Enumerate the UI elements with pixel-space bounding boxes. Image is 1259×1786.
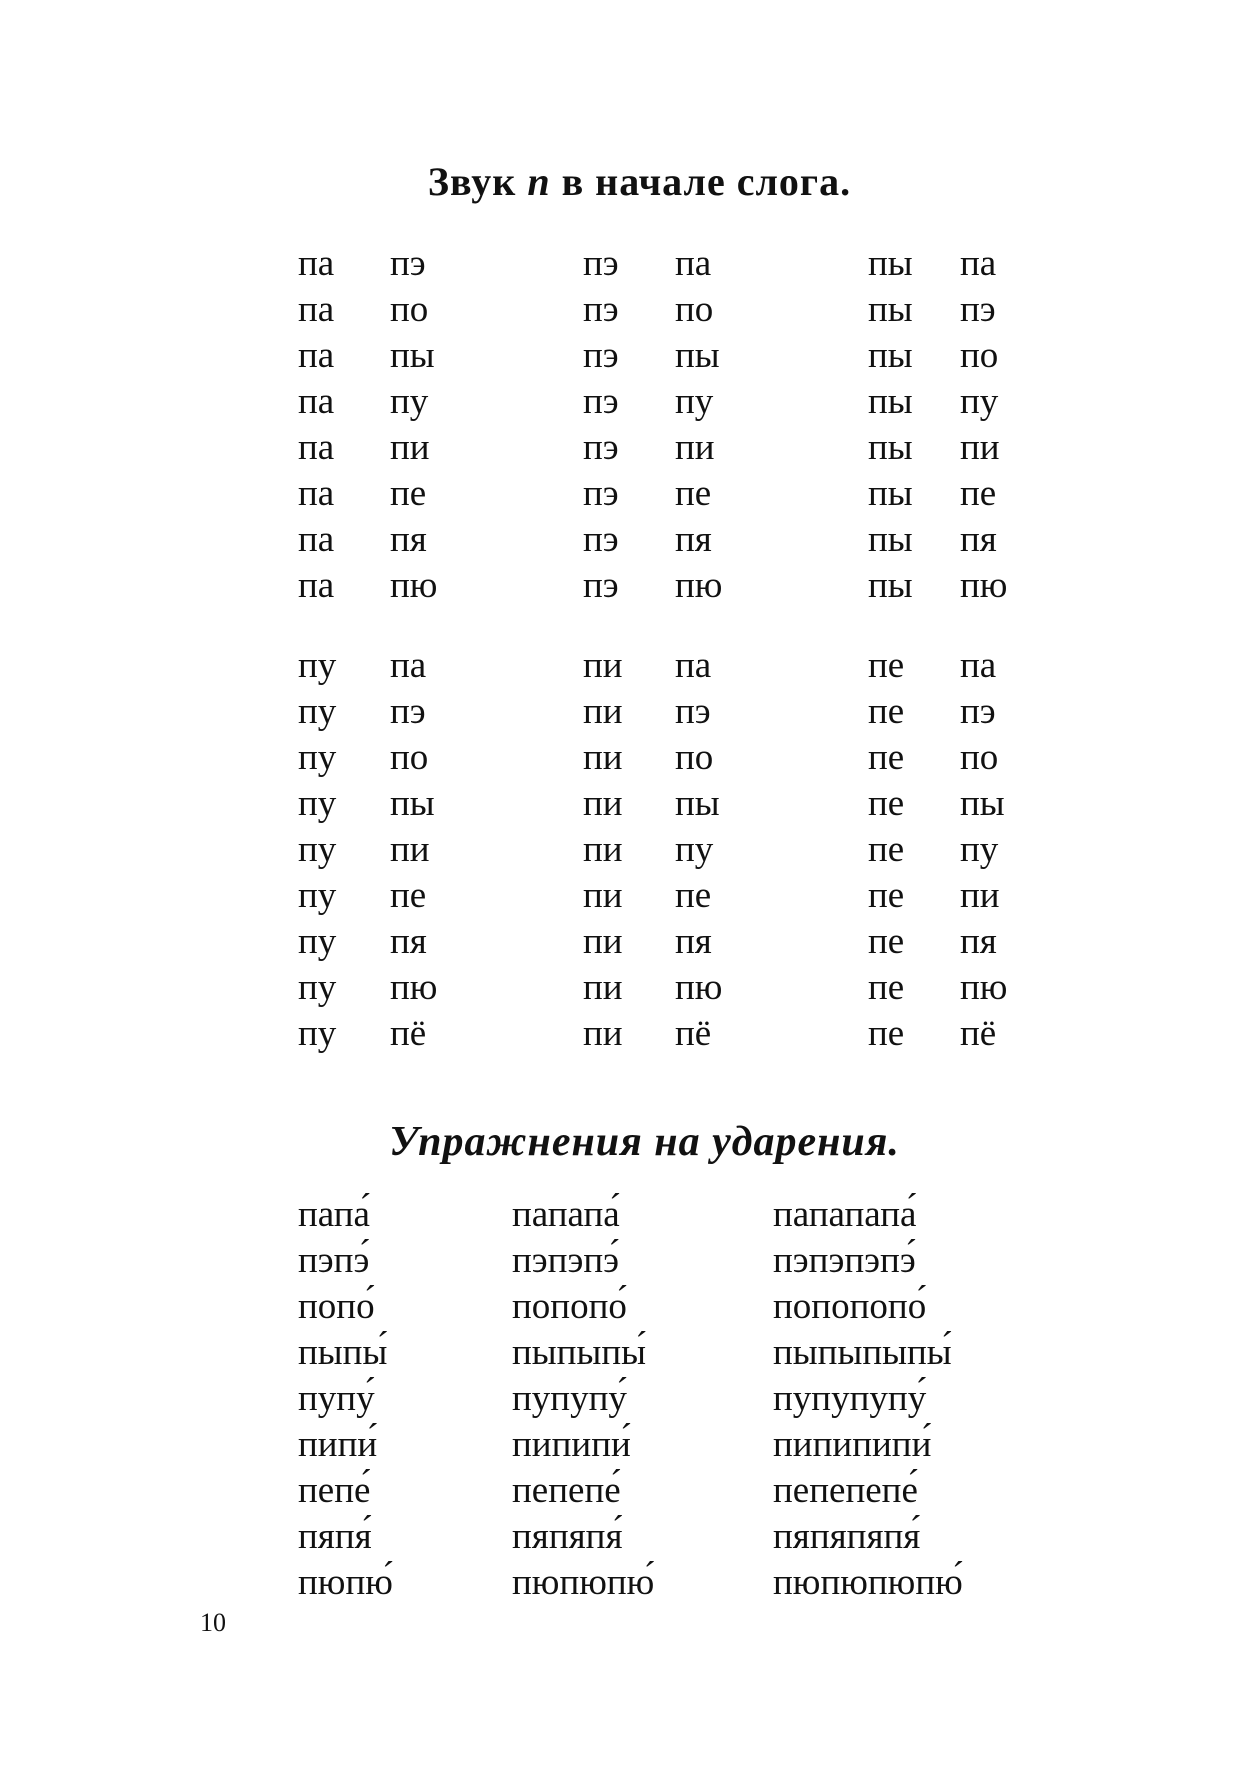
exercise-word: попо́: [298, 1286, 375, 1327]
syllable-pair: [298, 1011, 437, 1057]
syllable: пю: [960, 967, 1008, 1008]
syllable: па: [298, 289, 335, 330]
syllable-pair: [583, 287, 722, 333]
syllable-pair: [298, 689, 437, 735]
syllable-pair: [583, 643, 722, 689]
syllable-pair: [868, 827, 1007, 873]
syllable: пе: [868, 737, 905, 778]
syllable: пя: [390, 921, 427, 962]
syllable: па: [675, 645, 712, 686]
syllable-pair: [298, 919, 437, 965]
syllable-pair: [583, 781, 722, 827]
exercise-word: пупупу́: [512, 1378, 627, 1419]
syllable: пе: [868, 829, 905, 870]
syllable-column-2-1: [298, 643, 437, 1057]
syllable-pair: [583, 425, 722, 471]
syllable: пя: [960, 921, 997, 962]
syllable-column-2-3: [868, 643, 1007, 1057]
syllable: пя: [960, 519, 997, 560]
syllable-pair: [868, 425, 1007, 471]
syllable: па: [298, 473, 335, 514]
title-suffix: в начале слога.: [550, 159, 852, 204]
syllable: пу: [390, 381, 429, 422]
syllable-column-1-2: [583, 241, 722, 609]
syllable: пы: [868, 473, 913, 514]
title-prefix: Звук: [427, 159, 528, 204]
syllable: пю: [390, 565, 438, 606]
syllable-pair: [868, 873, 1007, 919]
syllable-pair: [583, 379, 722, 425]
syllable: пи: [960, 427, 1000, 468]
exercise-column-2: [512, 1192, 654, 1606]
syllable: па: [675, 243, 712, 284]
syllable: пы: [390, 335, 435, 376]
syllable: пя: [390, 519, 427, 560]
syllable: пэ: [583, 473, 619, 514]
syllable-pair: [298, 471, 437, 517]
syllable: па: [298, 381, 335, 422]
exercise-word: пепепепе́: [773, 1470, 918, 1511]
syllable: па: [298, 335, 335, 376]
syllable: па: [298, 427, 335, 468]
syllable: пи: [583, 921, 623, 962]
syllable: пу: [298, 829, 337, 870]
syllable: пы: [868, 519, 913, 560]
syllable: пу: [298, 1013, 337, 1054]
syllable: пе: [868, 783, 905, 824]
syllable: пу: [298, 645, 337, 686]
syllable: пе: [868, 691, 905, 732]
syllable-pair: [868, 379, 1007, 425]
syllable-pair: [868, 643, 1007, 689]
syllable: пу: [675, 381, 714, 422]
exercise-word: папапа́: [512, 1194, 620, 1235]
exercise-word: пэпэ́: [298, 1240, 370, 1281]
syllable-pair: [583, 563, 722, 609]
exercise-word: пепепе́: [512, 1470, 621, 1511]
syllable: пэ: [583, 381, 619, 422]
syllable: пэ: [960, 691, 996, 732]
syllable-pair: [868, 735, 1007, 781]
syllable: пы: [868, 427, 913, 468]
syllable: пэ: [583, 519, 619, 560]
syllable-pair: [583, 517, 722, 563]
syllable: пё: [675, 1013, 712, 1054]
syllable-pair: [868, 287, 1007, 333]
syllable: пи: [583, 829, 623, 870]
syllable-pair: [583, 471, 722, 517]
syllable: пе: [960, 473, 997, 514]
exercise-word: пыпы́: [298, 1332, 388, 1373]
section-title: [0, 158, 1259, 205]
syllable: по: [675, 737, 714, 778]
syllable: пы: [868, 381, 913, 422]
syllable-pair: [298, 873, 437, 919]
syllable: пи: [583, 1013, 623, 1054]
exercise-word: пипипи́: [512, 1424, 631, 1465]
syllable: пэ: [583, 335, 619, 376]
syllable: пу: [298, 875, 337, 916]
syllable: пы: [868, 289, 913, 330]
syllable: пу: [675, 829, 714, 870]
syllable: по: [390, 289, 429, 330]
title-letter: п: [527, 159, 551, 204]
syllable-pair: [583, 689, 722, 735]
syllable: пу: [298, 691, 337, 732]
syllable: по: [675, 289, 714, 330]
exercise-column-1: [298, 1192, 393, 1606]
syllable-pair: [298, 735, 437, 781]
syllable-pair: [868, 563, 1007, 609]
exercise-word: пяпяпя́: [512, 1516, 623, 1557]
syllable: пэ: [583, 289, 619, 330]
syllable: пю: [390, 967, 438, 1008]
exercise-word: пыпыпыпы́: [773, 1332, 952, 1373]
syllable-pair: [298, 241, 437, 287]
syllable: пю: [675, 565, 723, 606]
exercise-word: пэпэпэ́: [512, 1240, 620, 1281]
syllable: пы: [675, 335, 720, 376]
exercise-word: пупупупу́: [773, 1378, 927, 1419]
syllable-pair: [583, 919, 722, 965]
syllable: пи: [390, 829, 430, 870]
syllable: пу: [960, 829, 999, 870]
syllable: пя: [675, 921, 712, 962]
syllable: па: [298, 519, 335, 560]
syllable-pair: [298, 333, 437, 379]
syllable: пэ: [390, 691, 426, 732]
exercise-word: пюпюпюпю́: [773, 1562, 963, 1603]
syllable-column-1-1: [298, 241, 437, 609]
syllable: пу: [298, 783, 337, 824]
syllable: пы: [868, 565, 913, 606]
syllable: пэ: [583, 565, 619, 606]
syllable-pair: [298, 643, 437, 689]
syllable: пи: [390, 427, 430, 468]
syllable-pair: [298, 781, 437, 827]
syllable-pair: [298, 517, 437, 563]
exercise-word: пяпяпяпя́: [773, 1516, 921, 1557]
syllable: пу: [960, 381, 999, 422]
syllable: па: [298, 243, 335, 284]
syllable: пё: [960, 1013, 997, 1054]
syllable-pair: [583, 333, 722, 379]
syllable: пэ: [583, 243, 619, 284]
syllable: пе: [868, 875, 905, 916]
syllable: па: [960, 645, 997, 686]
exercise-word: пэпэпэпэ́: [773, 1240, 916, 1281]
syllable-pair: [583, 827, 722, 873]
syllable-pair: [868, 471, 1007, 517]
syllable-pair: [298, 287, 437, 333]
syllable-pair: [583, 965, 722, 1011]
syllable-pair: [298, 965, 437, 1011]
syllable-pair: [298, 379, 437, 425]
syllable: пе: [868, 645, 905, 686]
syllable: пы: [960, 783, 1005, 824]
syllable: пы: [390, 783, 435, 824]
syllable: па: [960, 243, 997, 284]
syllable: пе: [868, 1013, 905, 1054]
syllable: пу: [298, 921, 337, 962]
page-number: 10: [200, 1608, 226, 1637]
syllable: пы: [675, 783, 720, 824]
syllable: пэ: [390, 243, 426, 284]
exercise-word: пяпя́: [298, 1516, 372, 1557]
exercise-title: Упражнения на ударения.: [389, 1119, 900, 1165]
syllable: пи: [583, 645, 623, 686]
exercise-word: пипи́: [298, 1424, 378, 1465]
syllable: пе: [868, 967, 905, 1008]
syllable: пы: [868, 335, 913, 376]
syllable: пе: [390, 473, 427, 514]
syllable: по: [960, 737, 999, 778]
syllable: пе: [868, 921, 905, 962]
syllable: па: [390, 645, 427, 686]
exercise-word: пюпюпю́: [512, 1562, 655, 1603]
syllable-pair: [583, 241, 722, 287]
syllable: пё: [390, 1013, 427, 1054]
syllable: пи: [583, 691, 623, 732]
syllable-pair: [868, 333, 1007, 379]
syllable: пэ: [583, 427, 619, 468]
exercise-word: папа́: [298, 1194, 370, 1235]
syllable: по: [390, 737, 429, 778]
syllable: пэ: [960, 289, 996, 330]
syllable: пу: [298, 737, 337, 778]
exercise-word: попопо́: [512, 1286, 627, 1327]
exercise-word: пипипипи́: [773, 1424, 932, 1465]
syllable: пи: [583, 875, 623, 916]
syllable-pair: [298, 563, 437, 609]
syllable-pair: [868, 919, 1007, 965]
syllable: пу: [298, 967, 337, 1008]
syllable-pair: [868, 517, 1007, 563]
syllable: пи: [583, 967, 623, 1008]
syllable: пи: [583, 737, 623, 778]
syllable-pair: [868, 781, 1007, 827]
syllable-column-1-3: [868, 241, 1007, 609]
exercise-word: пюпю́: [298, 1562, 393, 1603]
syllable: по: [960, 335, 999, 376]
syllable: пи: [583, 783, 623, 824]
syllable: пэ: [675, 691, 711, 732]
syllable: пе: [675, 473, 712, 514]
syllable-pair: [583, 735, 722, 781]
syllable-pair: [298, 827, 437, 873]
syllable: пю: [960, 565, 1008, 606]
syllable: пы: [868, 243, 913, 284]
syllable-pair: [583, 873, 722, 919]
syllable: пи: [675, 427, 715, 468]
syllable-pair: [583, 1011, 722, 1057]
syllable: па: [298, 565, 335, 606]
syllable: пе: [675, 875, 712, 916]
exercise-word: попопопо́: [773, 1286, 927, 1327]
syllable: пе: [390, 875, 427, 916]
exercise-word: пупу́: [298, 1378, 375, 1419]
syllable-pair: [868, 241, 1007, 287]
syllable-pair: [868, 689, 1007, 735]
syllable-column-2-2: [583, 643, 722, 1057]
syllable: пи: [960, 875, 1000, 916]
syllable: пю: [675, 967, 723, 1008]
syllable-pair: [868, 965, 1007, 1011]
syllable-pair: [868, 1011, 1007, 1057]
exercise-column-3: [773, 1192, 963, 1606]
exercise-word: пепе́: [298, 1470, 371, 1511]
exercise-word: папапапа́: [773, 1194, 917, 1235]
syllable: пя: [675, 519, 712, 560]
exercise-word: пыпыпы́: [512, 1332, 646, 1373]
syllable-pair: [298, 425, 437, 471]
